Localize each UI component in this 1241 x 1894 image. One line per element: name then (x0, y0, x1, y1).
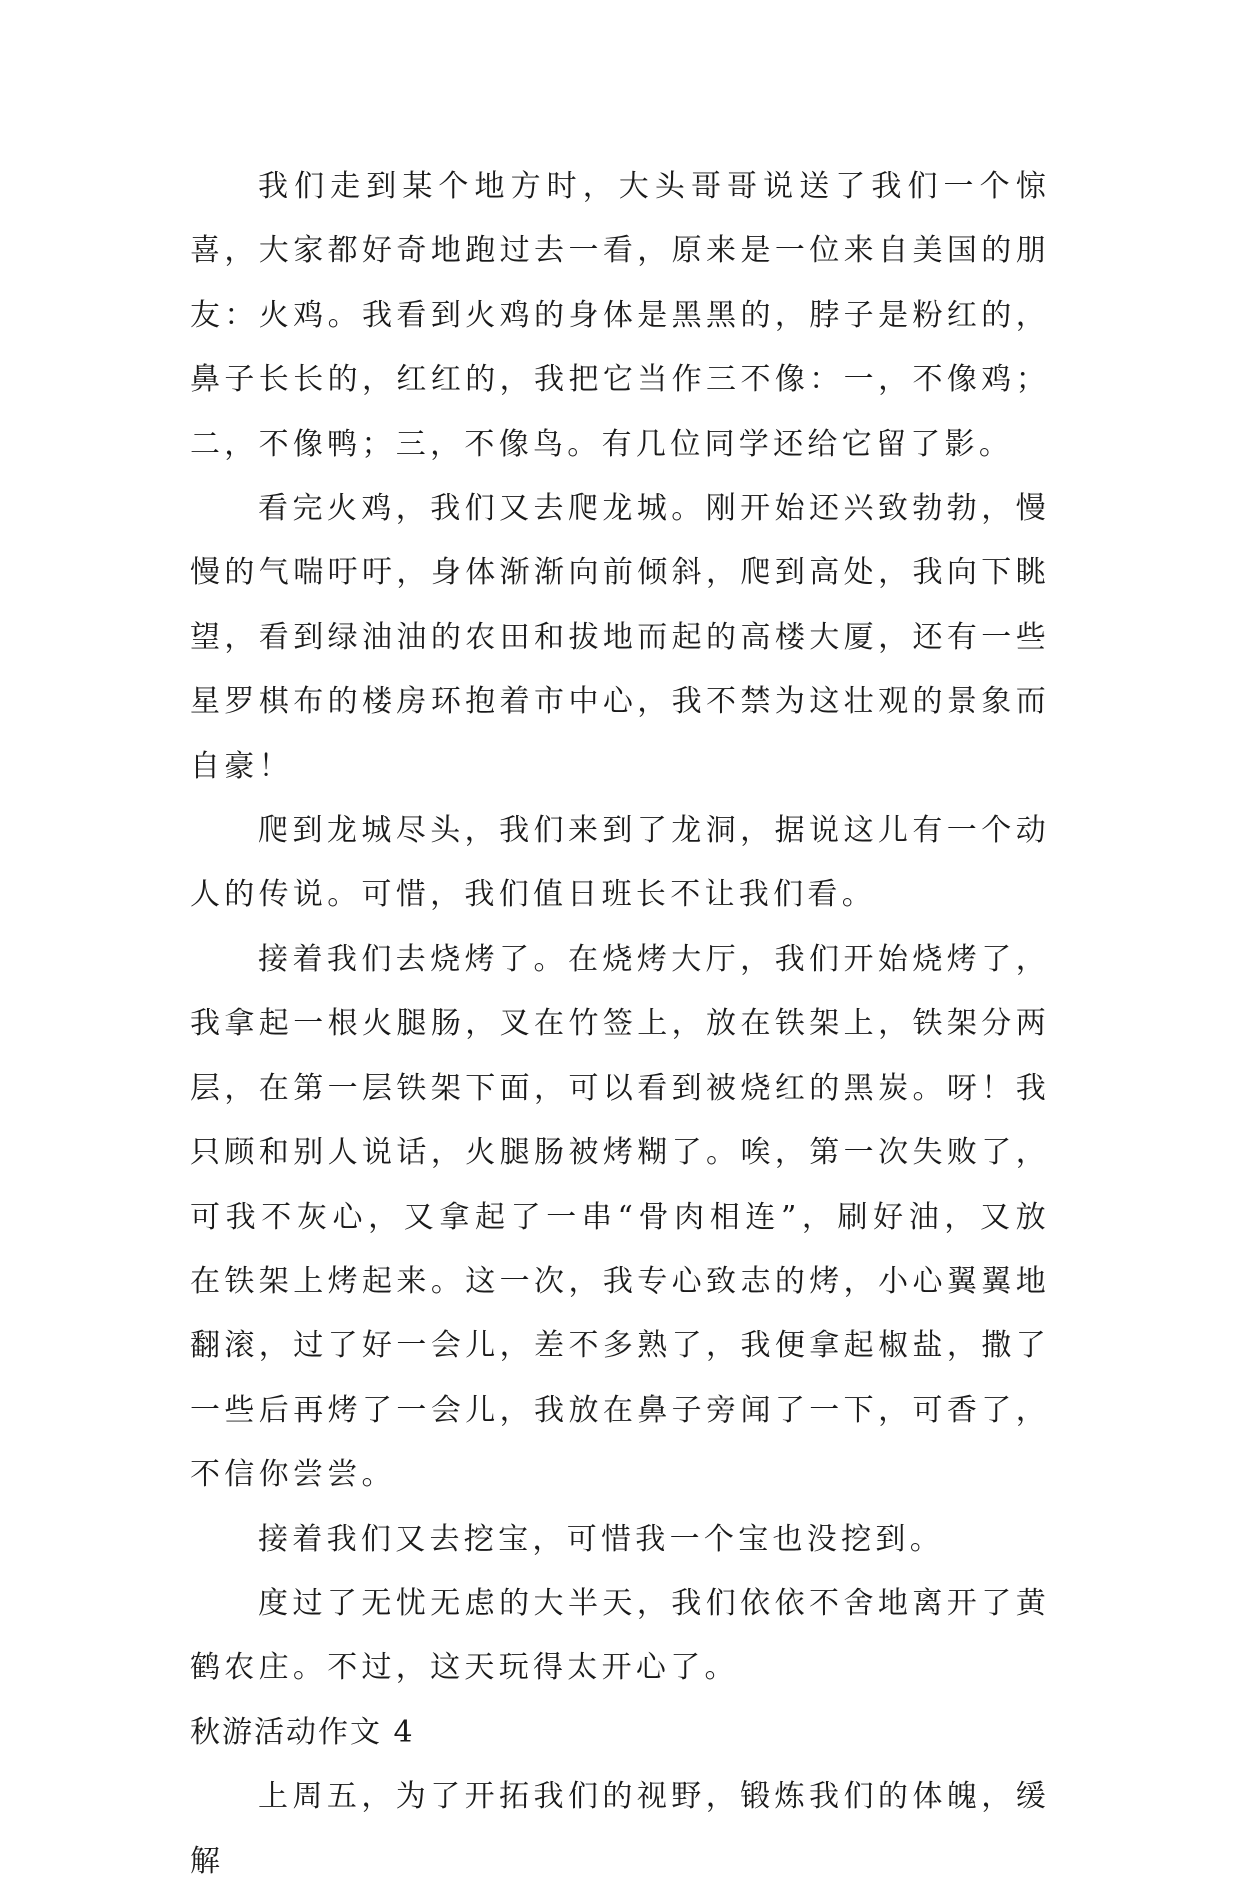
paragraph-treasure-dig: 接着我们又去挖宝，可惜我一个宝也没挖到。 (258, 1521, 944, 1557)
paragraph-dragon-cave: 爬到龙城尽头，我们来到了龙洞，据说这儿有一个动人的传说。可惜，我们值日班长不让我们看。 (190, 813, 1050, 913)
document-body (190, 155, 1050, 1894)
paragraph-leaving-farm: 度过了无忧无虑的大半天，我们依依不舍地离开了黄鹤农庄。不过，这天玩得太开心了。 (190, 1585, 1050, 1686)
paragraph-essay4-start: 上周五，为了开拓我们的视野，锻炼我们的体魄，缓解 (190, 1779, 1050, 1879)
essay-heading: 秋游活动作文 4 (190, 1714, 415, 1750)
paragraph-turkey: 我们走到某个地方时，大头哥哥说送了我们一个惊喜，大家都好奇地跑过去一看，原来是一位来自美国的朋友：火鸡。我看到火鸡的身体是黑黑的，脖子是粉红的，鼻子长长的，红红的，我把它当作三不像：一，不像鸡；二，不像鸭；三，不像鸟。有几位同学还给它留了影。 (190, 169, 1050, 462)
paragraph-climb-dragon-city: 看完火鸡，我们又去爬龙城。刚开始还兴致勃勃，慢慢的气喘吁吁，身体渐渐向前倾斜，爬到高处，我向下眺望，看到绿油油的农田和拔地而起的高楼大厦，还有一些星罗棋布的楼房环抱着市中心，我不禁为这壮观的景象而自豪！ (190, 491, 1050, 784)
paragraph-barbecue: 接着我们去烧烤了。在烧烤大厅，我们开始烧烤了，我拿起一根火腿肠，叉在竹签上，放在铁架上，铁架分两层，在第一层铁架下面，可以看到被烧红的黑炭。呀！我只顾和别人说话，火腿肠被烤糊了。唉，第一次失败了，可我不灰心，又拿起了一串“骨肉相连”，刷好油，又放在铁架上烤起来。这一次，我专心致志的烤，小心翼翼地翻滚，过了好一会儿，差不多熟了，我便拿起椒盐，撒了一些后再烤了一会儿，我放在鼻子旁闻了一下，可香了，不信你尝尝。 (190, 941, 1050, 1493)
